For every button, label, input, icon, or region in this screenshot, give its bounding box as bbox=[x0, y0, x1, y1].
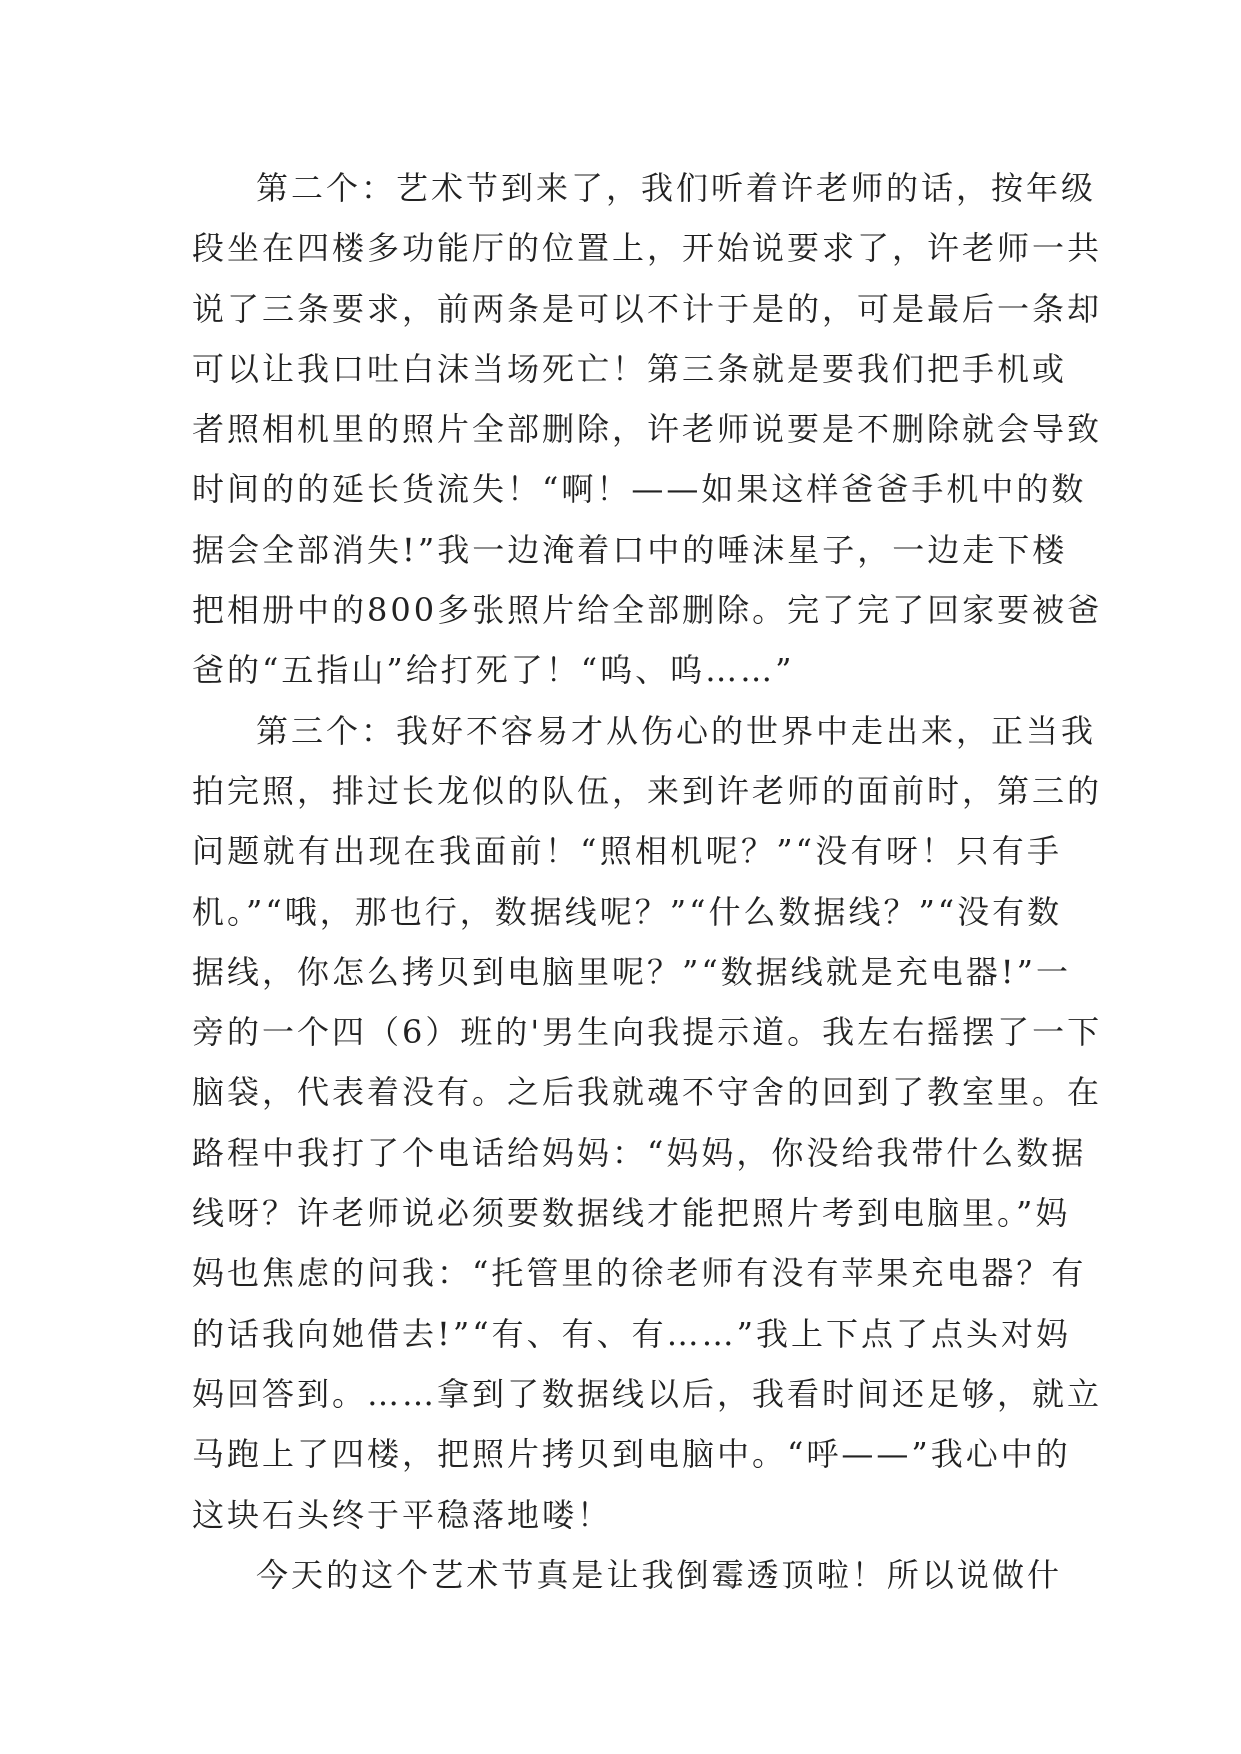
paragraph-line: 的话我向她借去!”“有、有、有……”我上下点了点头对妈 bbox=[192, 1314, 1071, 1353]
paragraph-line: 脑袋，代表着没有。之后我就魂不守舍的回到了教室里。在 bbox=[192, 1073, 1103, 1112]
paragraph-line: 拍完照，排过长龙似的队伍，来到许老师的面前时，第三的 bbox=[192, 771, 1103, 810]
paragraph-line: 说了三条要求，前两条是可以不计于是的，可是最后一条却 bbox=[192, 289, 1103, 328]
paragraph-line: 旁的一个四（6）班的'男生向我提示道。我左右摇摆了一下 bbox=[192, 1013, 1103, 1052]
paragraph-line: 路程中我打了个电话给妈妈：“妈妈，你没给我带什么数据 bbox=[192, 1133, 1087, 1172]
paragraph-line: 妈也焦虑的问我：“托管里的徐老师有没有苹果充电器？有 bbox=[192, 1254, 1087, 1293]
paragraph-line: 妈回答到。……拿到了数据线以后，我看时间还足够，就立 bbox=[192, 1374, 1103, 1413]
paragraph-line: 第三个：我好不容易才从伤心的世界中走出来，正当我 bbox=[256, 711, 1097, 750]
body-text bbox=[192, 158, 1103, 1605]
paragraph-line: 据线，你怎么拷贝到电脑里呢？”“数据线就是充电器!”一 bbox=[192, 952, 1071, 991]
paragraph-line: 时间的的延长货流失！“啊！——如果这样爸爸手机中的数 bbox=[192, 470, 1087, 509]
paragraph-line: 机。”“哦，那也行，数据线呢？”“什么数据线？”“没有数 bbox=[192, 892, 1063, 931]
paragraph-line: 把相册中的800多张照片给全部删除。完了完了回家要被爸 bbox=[192, 591, 1103, 630]
paragraph-line: 段坐在四楼多功能厅的位置上，开始说要求了，许老师一共 bbox=[192, 229, 1103, 268]
paragraph-line: 爸的“五指山”给打死了！“呜、呜……” bbox=[192, 651, 795, 690]
paragraph-line: 今天的这个艺术节真是让我倒霉透顶啦！所以说做什 bbox=[256, 1555, 1062, 1594]
paragraph-line: 据会全部消失!”我一边淹着口中的唾沫星子，一边走下楼 bbox=[192, 530, 1068, 569]
paragraph-line: 马跑上了四楼，把照片拷贝到电脑中。“呼——”我心中的 bbox=[192, 1435, 1071, 1474]
paragraph-line: 者照相机里的照片全部删除，许老师说要是不删除就会导致 bbox=[192, 410, 1103, 449]
paragraph-line: 可以让我口吐白沫当场死亡！第三条就是要我们把手机或 bbox=[192, 349, 1068, 388]
paragraph-line: 这块石头终于平稳落地喽！ bbox=[192, 1495, 613, 1534]
paragraph-line: 问题就有出现在我面前！“照相机呢？”“没有呀！只有手 bbox=[192, 832, 1062, 871]
paragraph-line: 第二个：艺术节到来了，我们听着许老师的话，按年级 bbox=[256, 169, 1097, 207]
paragraph-line: 线呀？许老师说必须要数据线才能把照片考到电脑里。”妈 bbox=[192, 1194, 1071, 1233]
